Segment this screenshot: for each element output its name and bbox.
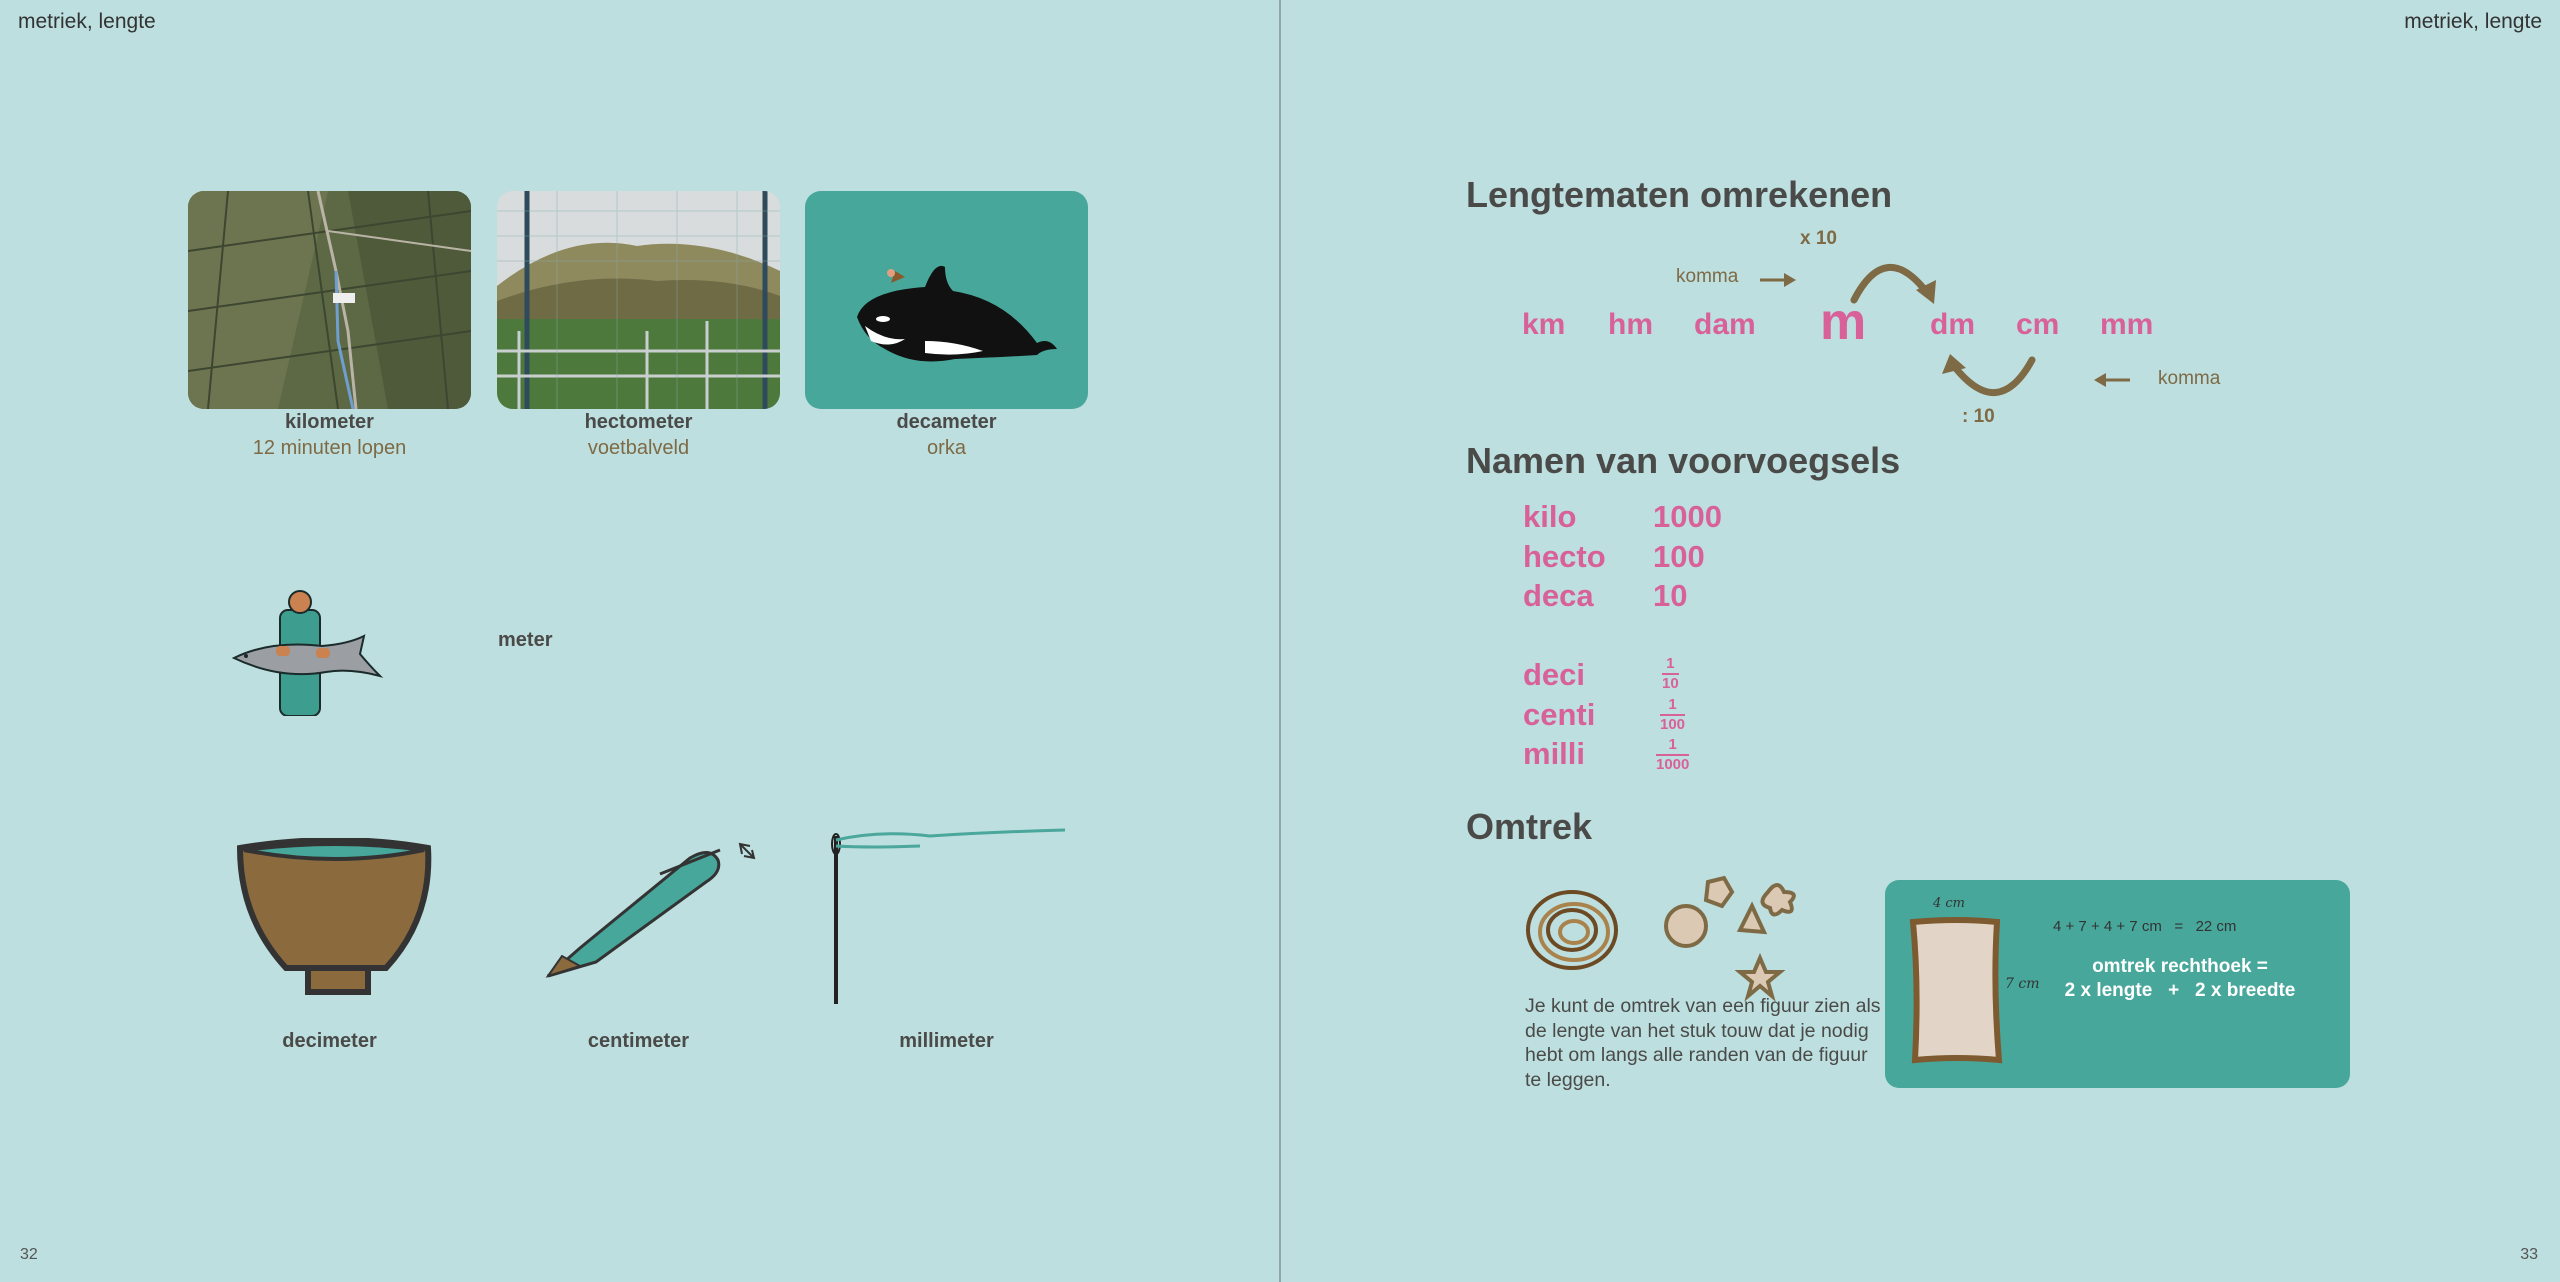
unit-dam: dam [1694,308,1756,341]
pen-icon [540,838,760,988]
page-number-right: 33 [2520,1246,2538,1263]
prefix-centi: centi [1523,697,1596,732]
prefix-deca-value: 10 [1653,578,1688,613]
running-head-left: metriek, lengte [18,10,156,33]
fraction-centi: 1 100 [1660,696,1686,733]
card-sublabel-hectometer: voetbalveld [587,437,690,459]
fraction-deci: 1 10 [1662,655,1679,692]
football-field-photo [497,191,780,409]
unit-label-decimeter: decimeter [282,1030,377,1052]
orca-icon [805,191,1088,409]
divide-arc-icon [1936,352,2040,408]
meter-label: meter [498,629,553,651]
needle-illustration [820,826,1070,1006]
prefix-deca: deca [1523,578,1594,613]
unit-label-millimeter: millimeter [899,1030,994,1052]
pen-illustration [540,838,760,988]
perimeter-example-card [1885,880,2350,1088]
bowl-illustration [236,838,436,998]
times-ten-label: x 10 [1800,228,1837,249]
page-number-left: 32 [20,1246,38,1263]
unit-hm: hm [1608,308,1653,341]
unit-dm: dm [1930,308,1975,341]
needle-icon [820,826,1070,1006]
prefix-kilo-value: 1000 [1653,499,1722,534]
heading-prefixes: Namen van voorvoegsels [1466,440,1901,481]
man-with-fish-icon [230,588,390,716]
rope-coil-icon [1522,884,1622,976]
unit-mm: mm [2100,308,2154,341]
fraction-milli: 1 1000 [1656,736,1690,773]
card-sublabel-decameter: orka [927,437,966,459]
divide-ten-label: : 10 [1962,406,1995,427]
arrow-left-icon [2092,370,2132,390]
formula-line-2: 2 x lengte + 2 x breedte [2064,980,2296,1001]
card-label-decameter: decameter [896,411,997,433]
komma-label-bottom: komma [2158,368,2221,389]
unit-cm: cm [2016,308,2060,341]
heading-perimeter: Omtrek [1466,806,1593,847]
rect-side-dim: 7 cm [2005,976,2040,992]
running-head-right: metriek, lengte [2404,10,2542,33]
formula-line-1: omtrek rechthoek = [2092,956,2268,977]
card-sublabel-kilometer: 12 minuten lopen [252,437,407,459]
heading-conversion: Lengtematen omrekenen [1466,174,1893,215]
prefix-hecto-value: 100 [1653,539,1705,574]
prefix-milli: milli [1523,736,1586,771]
prefix-kilo: kilo [1523,499,1577,534]
bowl-icon [236,838,436,998]
komma-label-top: komma [1676,266,1739,287]
aerial-photo [188,191,471,409]
unit-label-centimeter: centimeter [587,1030,690,1052]
unit-km: km [1522,308,1566,341]
prefix-deci: deci [1523,657,1586,692]
perimeter-explanation: Je kunt de omtrek van een figuur zien als de lengte van het stuk touw dat je nodig hebt om langs alle randen van de figuur te leggen. [1525,995,1881,1091]
prefix-hecto: hecto [1523,539,1606,574]
perimeter-sum: 4 + 7 + 4 + 7 cm = 22 cm [2053,918,2237,935]
shapes-icon [1660,872,1820,1002]
rectangle-icon [1907,916,2003,1066]
orca-card [805,191,1088,409]
unit-m: m [1820,293,1867,351]
rect-top-dim: 4 cm [1933,896,1966,911]
card-label-kilometer: kilometer [285,411,374,433]
arrow-right-icon [1758,270,1798,290]
card-label-hectometer: hectometer [584,411,693,433]
man-with-fish-illustration [230,588,390,716]
page-spine [1279,0,1281,1282]
